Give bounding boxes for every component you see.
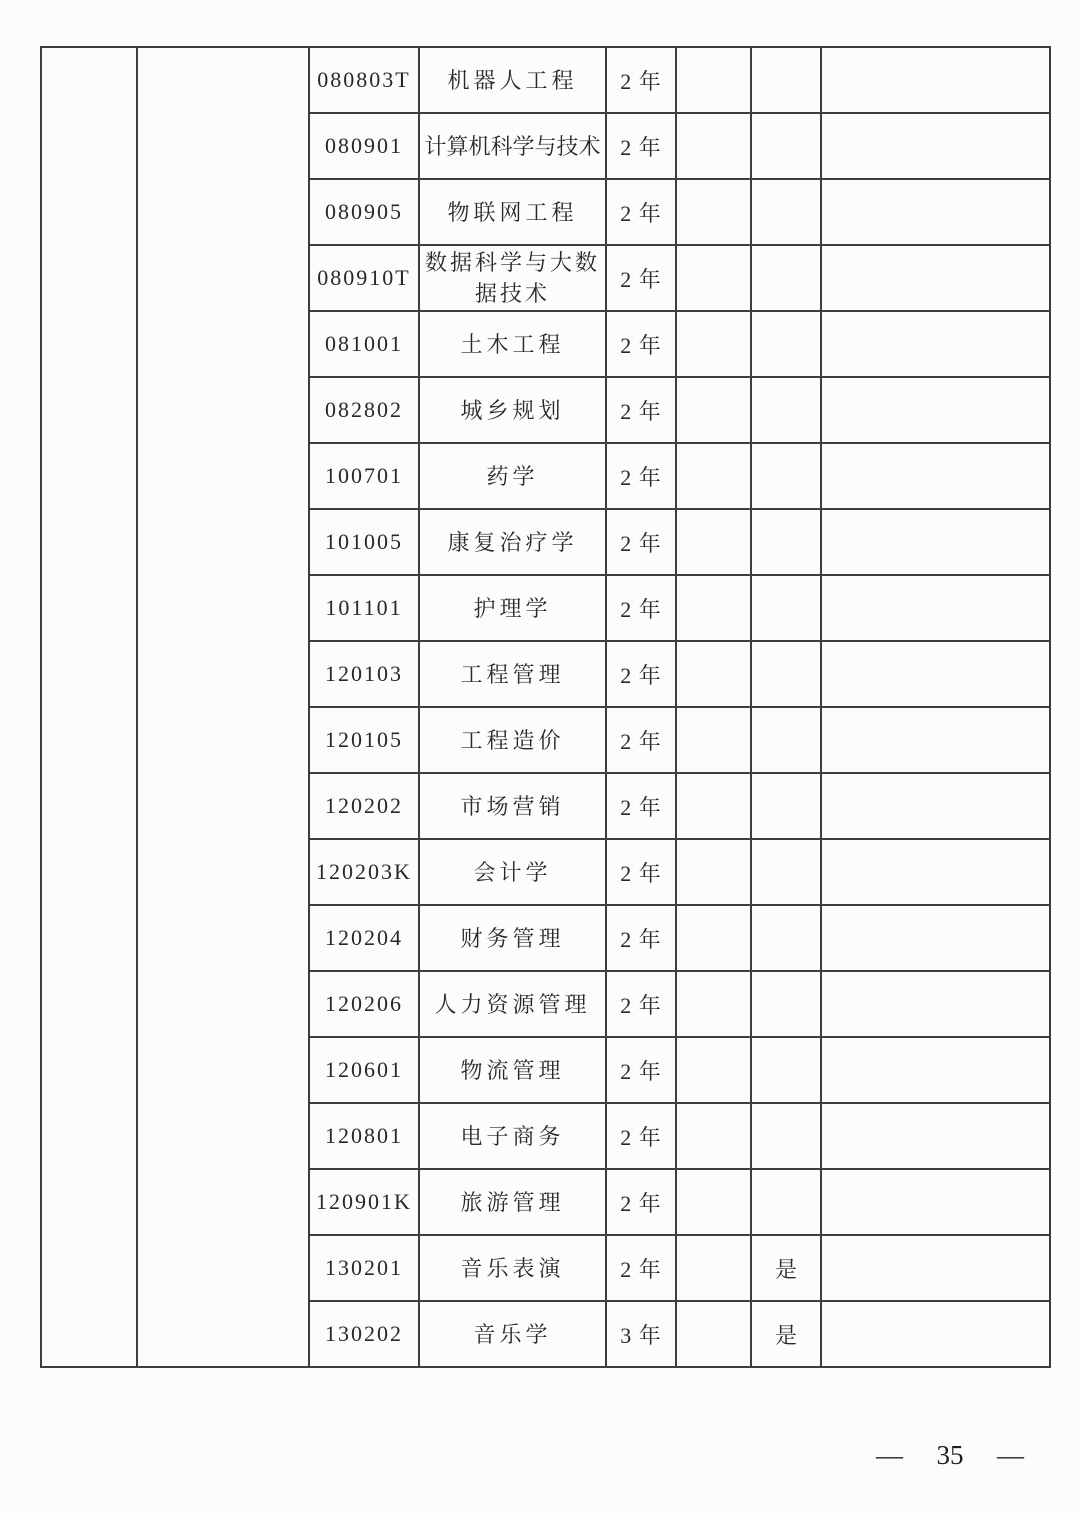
duration: 2 年	[606, 905, 676, 971]
major-name: 机器人工程	[419, 47, 606, 113]
flag-cell	[751, 575, 821, 641]
flag-cell	[751, 179, 821, 245]
remarks-cell	[821, 245, 1050, 311]
merged-left-cell-1	[41, 47, 137, 1367]
major-name: 人力资源管理	[419, 971, 606, 1037]
major-name: 城乡规划	[419, 377, 606, 443]
flag-cell	[751, 113, 821, 179]
remarks-cell	[821, 1037, 1050, 1103]
empty-cell	[676, 707, 751, 773]
major-name: 工程造价	[419, 707, 606, 773]
major-name: 会计学	[419, 839, 606, 905]
remarks-cell	[821, 1169, 1050, 1235]
duration: 2 年	[606, 377, 676, 443]
duration: 2 年	[606, 1169, 676, 1235]
empty-cell	[676, 377, 751, 443]
empty-cell	[676, 1301, 751, 1367]
flag-cell	[751, 1169, 821, 1235]
empty-cell	[676, 971, 751, 1037]
major-code: 082802	[309, 377, 419, 443]
major-code: 080803T	[309, 47, 419, 113]
major-name: 土木工程	[419, 311, 606, 377]
major-code: 120203K	[309, 839, 419, 905]
remarks-cell	[821, 773, 1050, 839]
duration: 2 年	[606, 971, 676, 1037]
empty-cell	[676, 1235, 751, 1301]
duration: 2 年	[606, 245, 676, 311]
remarks-cell	[821, 443, 1050, 509]
flag-cell	[751, 47, 821, 113]
empty-cell	[676, 509, 751, 575]
major-code: 120206	[309, 971, 419, 1037]
flag-cell: 是	[751, 1301, 821, 1367]
empty-cell	[676, 245, 751, 311]
major-name: 数据科学与大数据技术	[419, 245, 606, 311]
major-name: 旅游管理	[419, 1169, 606, 1235]
remarks-cell	[821, 509, 1050, 575]
major-code: 120801	[309, 1103, 419, 1169]
flag-cell: 是	[751, 1235, 821, 1301]
majors-table	[40, 46, 1051, 1368]
major-code: 120105	[309, 707, 419, 773]
major-name: 计算机科学与技术	[419, 113, 606, 179]
major-code: 120202	[309, 773, 419, 839]
remarks-cell	[821, 839, 1050, 905]
major-name: 音乐学	[419, 1301, 606, 1367]
remarks-cell	[821, 707, 1050, 773]
duration: 2 年	[606, 575, 676, 641]
remarks-cell	[821, 971, 1050, 1037]
remarks-cell	[821, 113, 1050, 179]
remarks-cell	[821, 1103, 1050, 1169]
remarks-cell	[821, 1235, 1050, 1301]
remarks-cell	[821, 179, 1050, 245]
empty-cell	[676, 311, 751, 377]
merged-left-cell-2	[137, 47, 309, 1367]
remarks-cell	[821, 377, 1050, 443]
flag-cell	[751, 707, 821, 773]
duration: 2 年	[606, 1235, 676, 1301]
empty-cell	[676, 1169, 751, 1235]
duration: 2 年	[606, 311, 676, 377]
major-code: 130202	[309, 1301, 419, 1367]
major-name: 财务管理	[419, 905, 606, 971]
flag-cell	[751, 971, 821, 1037]
flag-cell	[751, 773, 821, 839]
major-code: 120901K	[309, 1169, 419, 1235]
duration: 2 年	[606, 707, 676, 773]
major-code: 100701	[309, 443, 419, 509]
duration: 2 年	[606, 839, 676, 905]
empty-cell	[676, 443, 751, 509]
empty-cell	[676, 1103, 751, 1169]
major-code: 130201	[309, 1235, 419, 1301]
major-name: 工程管理	[419, 641, 606, 707]
major-name: 市场营销	[419, 773, 606, 839]
duration: 2 年	[606, 443, 676, 509]
major-name: 音乐表演	[419, 1235, 606, 1301]
major-name: 物流管理	[419, 1037, 606, 1103]
major-code: 081001	[309, 311, 419, 377]
major-code: 080910T	[309, 245, 419, 311]
remarks-cell	[821, 575, 1050, 641]
empty-cell	[676, 179, 751, 245]
flag-cell	[751, 509, 821, 575]
page-number: — 35 —	[876, 1440, 1024, 1470]
major-code: 080901	[309, 113, 419, 179]
flag-cell	[751, 1037, 821, 1103]
major-name: 物联网工程	[419, 179, 606, 245]
major-name: 电子商务	[419, 1103, 606, 1169]
major-code: 120103	[309, 641, 419, 707]
major-code: 120204	[309, 905, 419, 971]
flag-cell	[751, 1103, 821, 1169]
major-code: 101101	[309, 575, 419, 641]
empty-cell	[676, 641, 751, 707]
remarks-cell	[821, 905, 1050, 971]
flag-cell	[751, 839, 821, 905]
empty-cell	[676, 1037, 751, 1103]
empty-cell	[676, 839, 751, 905]
empty-cell	[676, 113, 751, 179]
major-name: 康复治疗学	[419, 509, 606, 575]
table-row	[41, 47, 1050, 113]
flag-cell	[751, 377, 821, 443]
remarks-cell	[821, 47, 1050, 113]
major-code: 080905	[309, 179, 419, 245]
empty-cell	[676, 905, 751, 971]
major-name: 药学	[419, 443, 606, 509]
duration: 3 年	[606, 1301, 676, 1367]
flag-cell	[751, 641, 821, 707]
duration: 2 年	[606, 509, 676, 575]
duration: 2 年	[606, 179, 676, 245]
empty-cell	[676, 773, 751, 839]
flag-cell	[751, 905, 821, 971]
major-code: 120601	[309, 1037, 419, 1103]
flag-cell	[751, 443, 821, 509]
empty-cell	[676, 575, 751, 641]
duration: 2 年	[606, 113, 676, 179]
remarks-cell	[821, 1301, 1050, 1367]
duration: 2 年	[606, 1103, 676, 1169]
major-code: 101005	[309, 509, 419, 575]
major-name: 护理学	[419, 575, 606, 641]
flag-cell	[751, 245, 821, 311]
duration: 2 年	[606, 47, 676, 113]
empty-cell	[676, 47, 751, 113]
flag-cell	[751, 311, 821, 377]
duration: 2 年	[606, 641, 676, 707]
duration: 2 年	[606, 773, 676, 839]
duration: 2 年	[606, 1037, 676, 1103]
remarks-cell	[821, 311, 1050, 377]
remarks-cell	[821, 641, 1050, 707]
